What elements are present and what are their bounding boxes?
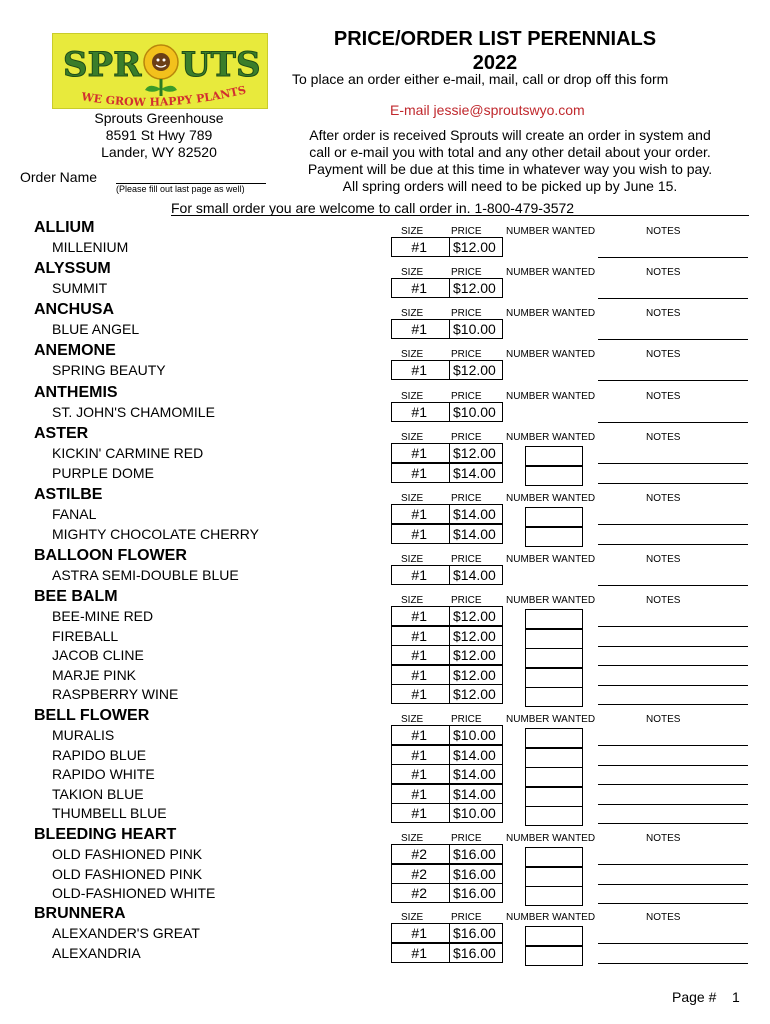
column-label-notes: NOTES bbox=[646, 308, 681, 319]
category-name: ASTER bbox=[34, 425, 89, 442]
plant-variety-name: OLD FASHIONED PINK bbox=[52, 865, 203, 882]
column-label-size: SIZE bbox=[401, 226, 424, 237]
size-cell: #1 bbox=[391, 745, 449, 765]
column-label-size: SIZE bbox=[401, 493, 424, 504]
plant-variety-name: RAPIDO WHITE bbox=[52, 766, 155, 782]
column-label-price: PRICE bbox=[451, 554, 482, 565]
notes-field[interactable] bbox=[598, 626, 748, 627]
column-label-price: PRICE bbox=[451, 267, 482, 278]
price-cell: $12.00 bbox=[449, 443, 503, 463]
column-label-size: SIZE bbox=[401, 833, 424, 844]
price-cell: $14.00 bbox=[449, 463, 503, 483]
notes-field[interactable] bbox=[598, 864, 748, 865]
size-cell: #1 bbox=[391, 237, 449, 257]
price-cell: $12.00 bbox=[449, 684, 503, 704]
plant-variety-name: RASPBERRY WINE bbox=[52, 686, 179, 702]
size-cell: #2 bbox=[391, 844, 449, 864]
notes-field[interactable] bbox=[598, 765, 748, 766]
number-wanted-input[interactable] bbox=[525, 728, 583, 748]
number-wanted-input[interactable] bbox=[525, 609, 583, 629]
size-cell: #1 bbox=[391, 725, 449, 745]
title-line-1: PRICE/ORDER LIST PERENNIALS bbox=[333, 28, 657, 50]
plant-variety-name: SUMMIT bbox=[52, 280, 108, 296]
notes-field[interactable] bbox=[598, 903, 748, 904]
notes-field[interactable] bbox=[598, 823, 748, 824]
size-cell: #2 bbox=[391, 883, 449, 903]
column-label-number-wanted: NUMBER WANTED bbox=[506, 833, 596, 844]
number-wanted-input[interactable] bbox=[525, 668, 583, 688]
size-cell: #1 bbox=[391, 443, 449, 463]
plant-variety-name: BLUE ANGEL bbox=[52, 321, 140, 337]
price-cell: $14.00 bbox=[449, 764, 503, 784]
plant-variety-name: OLD FASHIONED PINK bbox=[52, 846, 203, 862]
number-wanted-input[interactable] bbox=[525, 946, 583, 966]
column-label-notes: NOTES bbox=[646, 226, 681, 237]
notes-field[interactable] bbox=[598, 483, 748, 484]
order-name-label: Order Name bbox=[20, 169, 98, 185]
order-name-note: (Please fill out last page as well) bbox=[116, 184, 245, 194]
size-cell: #1 bbox=[391, 803, 449, 823]
column-label-notes: NOTES bbox=[646, 493, 681, 504]
notes-field[interactable] bbox=[598, 257, 748, 258]
notes-field[interactable] bbox=[598, 380, 748, 381]
phone-order-note: For small order you are welcome to call order in. 1-800-479-3572 bbox=[171, 200, 575, 216]
page-label: Page # bbox=[672, 989, 717, 1005]
address-line-city: Lander, WY 82520 bbox=[101, 144, 217, 160]
notes-field[interactable] bbox=[598, 704, 748, 705]
contact-email: E-mail jessie@sproutswyo.com bbox=[390, 102, 585, 118]
notes-field[interactable] bbox=[598, 298, 748, 299]
instruction-line: After order is received Sprouts will create an order in system and bbox=[309, 127, 711, 143]
price-cell: $12.00 bbox=[449, 360, 503, 380]
price-cell: $10.00 bbox=[449, 402, 503, 422]
plant-variety-name: TAKION BLUE bbox=[52, 785, 144, 802]
number-wanted-input[interactable] bbox=[525, 527, 583, 547]
size-cell: #1 bbox=[391, 923, 449, 943]
size-cell: #1 bbox=[391, 360, 449, 380]
column-label-size: SIZE bbox=[401, 308, 424, 319]
number-wanted-input[interactable] bbox=[525, 886, 583, 906]
size-cell: #1 bbox=[391, 665, 449, 685]
plant-variety-name: ASTRA SEMI-DOUBLE BLUE bbox=[52, 567, 239, 583]
price-cell: $14.00 bbox=[449, 565, 503, 585]
column-label-number-wanted: NUMBER WANTED bbox=[506, 595, 596, 606]
column-label-number-wanted: NUMBER WANTED bbox=[506, 308, 596, 319]
column-label-size: SIZE bbox=[401, 391, 424, 402]
size-cell: #1 bbox=[391, 645, 449, 665]
notes-field[interactable] bbox=[598, 585, 748, 586]
column-label-price: PRICE bbox=[451, 349, 482, 360]
plant-variety-name: RAPIDO BLUE bbox=[52, 746, 147, 763]
column-label-number-wanted: NUMBER WANTED bbox=[506, 391, 596, 402]
instruction-line: Payment will be due at this time in whatever way you wish to pay. bbox=[307, 161, 713, 177]
price-cell: $12.00 bbox=[449, 626, 503, 646]
notes-field[interactable] bbox=[598, 784, 748, 785]
number-wanted-input[interactable] bbox=[525, 767, 583, 787]
column-label-price: PRICE bbox=[451, 226, 482, 237]
price-cell: $12.00 bbox=[449, 278, 503, 298]
column-label-number-wanted: NUMBER WANTED bbox=[506, 912, 596, 923]
column-label-price: PRICE bbox=[451, 833, 482, 844]
price-cell: $16.00 bbox=[449, 943, 503, 963]
column-label-size: SIZE bbox=[401, 267, 424, 278]
column-label-size: SIZE bbox=[401, 714, 424, 725]
size-cell: #1 bbox=[391, 524, 449, 544]
column-label-number-wanted: NUMBER WANTED bbox=[506, 714, 596, 725]
plant-variety-name: THUMBELL BLUE bbox=[52, 805, 167, 821]
size-cell: #1 bbox=[391, 463, 449, 483]
column-label-price: PRICE bbox=[451, 493, 482, 504]
plant-variety-name: PURPLE DOME bbox=[52, 464, 154, 481]
category-name: BEE BALM bbox=[34, 588, 118, 605]
price-cell: $14.00 bbox=[449, 504, 503, 524]
page-number bbox=[672, 989, 740, 1005]
address-line-name: Sprouts Greenhouse bbox=[94, 110, 224, 126]
notes-field[interactable] bbox=[598, 463, 748, 464]
price-cell: $14.00 bbox=[449, 784, 503, 804]
price-cell: $10.00 bbox=[449, 725, 503, 745]
price-cell: $12.00 bbox=[449, 665, 503, 685]
category-name: ALLIUM bbox=[34, 219, 95, 236]
number-wanted-input[interactable] bbox=[525, 748, 583, 768]
category-name: ANCHUSA bbox=[34, 301, 114, 318]
notes-field[interactable] bbox=[598, 339, 748, 340]
size-cell: #1 bbox=[391, 565, 449, 585]
category-name: ANTHEMIS bbox=[34, 384, 118, 401]
address-line-street: 8591 St Hwy 789 bbox=[105, 127, 213, 143]
price-cell: $12.00 bbox=[449, 645, 503, 665]
column-label-price: PRICE bbox=[451, 308, 482, 319]
plant-variety-name: MARJE PINK bbox=[52, 666, 137, 683]
price-cell: $16.00 bbox=[449, 923, 503, 943]
category-name: BLEEDING HEART bbox=[34, 826, 177, 843]
instruction-line: All spring orders will need to be picked up by June 15. bbox=[342, 178, 678, 194]
plant-variety-name: BEE-MINE RED bbox=[52, 608, 154, 624]
size-cell: #1 bbox=[391, 402, 449, 422]
title-line-2: 2022 bbox=[472, 52, 518, 74]
size-cell: #1 bbox=[391, 278, 449, 298]
column-label-notes: NOTES bbox=[646, 595, 681, 606]
column-label-number-wanted: NUMBER WANTED bbox=[506, 493, 596, 504]
plant-variety-name: KICKIN' CARMINE RED bbox=[52, 445, 204, 461]
column-label-notes: NOTES bbox=[646, 912, 681, 923]
column-label-size: SIZE bbox=[401, 595, 424, 606]
plant-variety-name: FIREBALL bbox=[52, 627, 119, 644]
number-wanted-input[interactable] bbox=[525, 787, 583, 807]
size-cell: #1 bbox=[391, 606, 449, 626]
column-label-price: PRICE bbox=[451, 912, 482, 923]
category-name: ANEMONE bbox=[34, 342, 116, 359]
number-wanted-input[interactable] bbox=[525, 466, 583, 486]
notes-field[interactable] bbox=[598, 524, 748, 525]
column-label-notes: NOTES bbox=[646, 267, 681, 278]
number-wanted-input[interactable] bbox=[525, 867, 583, 887]
notes-field[interactable] bbox=[598, 665, 748, 666]
price-cell: $14.00 bbox=[449, 524, 503, 544]
size-cell: #1 bbox=[391, 626, 449, 646]
logo-tagline: WE GROW HAPPY PLANTS bbox=[80, 83, 248, 109]
category-name: BRUNNERA bbox=[34, 905, 126, 922]
notes-field[interactable] bbox=[598, 685, 748, 686]
plant-variety-name: OLD-FASHIONED WHITE bbox=[52, 885, 216, 901]
column-label-size: SIZE bbox=[401, 432, 424, 443]
plant-variety-name: JACOB CLINE bbox=[52, 647, 144, 663]
column-label-notes: NOTES bbox=[646, 714, 681, 725]
column-label-size: SIZE bbox=[401, 912, 424, 923]
order-instructions-subtitle: To place an order either e-mail, mail, call or drop off this form bbox=[292, 71, 669, 87]
size-cell: #1 bbox=[391, 504, 449, 524]
plant-variety-name: SPRING BEAUTY bbox=[52, 362, 166, 378]
notes-field[interactable] bbox=[598, 804, 748, 805]
size-cell: #1 bbox=[391, 764, 449, 784]
number-wanted-input[interactable] bbox=[525, 687, 583, 707]
column-label-price: PRICE bbox=[451, 595, 482, 606]
plant-variety-name: MILLENIUM bbox=[52, 239, 129, 255]
notes-field[interactable] bbox=[598, 745, 748, 746]
plant-variety-name: MURALIS bbox=[52, 727, 115, 743]
size-cell: #2 bbox=[391, 864, 449, 884]
notes-field[interactable] bbox=[598, 943, 748, 944]
number-wanted-input[interactable] bbox=[525, 629, 583, 649]
column-label-number-wanted: NUMBER WANTED bbox=[506, 554, 596, 565]
column-label-notes: NOTES bbox=[646, 391, 681, 402]
size-cell: #1 bbox=[391, 784, 449, 804]
category-name: BELL FLOWER bbox=[34, 707, 150, 724]
plant-variety-name: ALEXANDRIA bbox=[52, 944, 141, 961]
notes-field[interactable] bbox=[598, 646, 748, 647]
column-label-size: SIZE bbox=[401, 349, 424, 360]
svg-text:UTS: UTS bbox=[181, 45, 261, 85]
size-cell: #1 bbox=[391, 943, 449, 963]
price-cell: $16.00 bbox=[449, 864, 503, 884]
column-label-notes: NOTES bbox=[646, 833, 681, 844]
column-label-price: PRICE bbox=[451, 391, 482, 402]
column-label-number-wanted: NUMBER WANTED bbox=[506, 432, 596, 443]
number-wanted-input[interactable] bbox=[525, 648, 583, 668]
size-cell: #1 bbox=[391, 684, 449, 704]
number-wanted-input[interactable] bbox=[525, 926, 583, 946]
price-cell: $12.00 bbox=[449, 606, 503, 626]
price-cell: $14.00 bbox=[449, 745, 503, 765]
price-cell: $12.00 bbox=[449, 237, 503, 257]
price-cell: $16.00 bbox=[449, 844, 503, 864]
plant-variety-name: ALEXANDER'S GREAT bbox=[52, 925, 200, 941]
column-label-price: PRICE bbox=[451, 714, 482, 725]
category-name: ALYSSUM bbox=[34, 260, 111, 277]
number-wanted-input[interactable] bbox=[525, 446, 583, 466]
column-label-notes: NOTES bbox=[646, 349, 681, 360]
number-wanted-input[interactable] bbox=[525, 847, 583, 867]
plant-variety-name: MIGHTY CHOCOLATE CHERRY bbox=[52, 525, 259, 542]
price-cell: $16.00 bbox=[449, 883, 503, 903]
notes-field[interactable] bbox=[598, 544, 748, 545]
column-label-number-wanted: NUMBER WANTED bbox=[506, 226, 596, 237]
column-label-number-wanted: NUMBER WANTED bbox=[506, 267, 596, 278]
size-cell: #1 bbox=[391, 319, 449, 339]
column-label-notes: NOTES bbox=[646, 432, 681, 443]
notes-field[interactable] bbox=[598, 963, 748, 964]
instruction-line: call or e-mail you with total and any other detail about your order. bbox=[309, 144, 711, 160]
category-name: BALLOON FLOWER bbox=[34, 547, 187, 564]
category-name: ASTILBE bbox=[34, 486, 103, 503]
number-wanted-input[interactable] bbox=[525, 507, 583, 527]
column-label-notes: NOTES bbox=[646, 554, 681, 565]
price-cell: $10.00 bbox=[449, 803, 503, 823]
number-wanted-input[interactable] bbox=[525, 806, 583, 826]
page-value: 1 bbox=[731, 989, 740, 1005]
notes-field[interactable] bbox=[598, 884, 748, 885]
price-cell: $10.00 bbox=[449, 319, 503, 339]
svg-text:SPR: SPR bbox=[63, 45, 142, 85]
column-label-size: SIZE bbox=[401, 554, 424, 565]
plant-variety-name: ST. JOHN'S CHAMOMILE bbox=[52, 404, 215, 420]
plant-variety-name: FANAL bbox=[52, 506, 97, 522]
column-label-number-wanted: NUMBER WANTED bbox=[506, 349, 596, 360]
notes-field[interactable] bbox=[598, 422, 748, 423]
column-label-price: PRICE bbox=[451, 432, 482, 443]
